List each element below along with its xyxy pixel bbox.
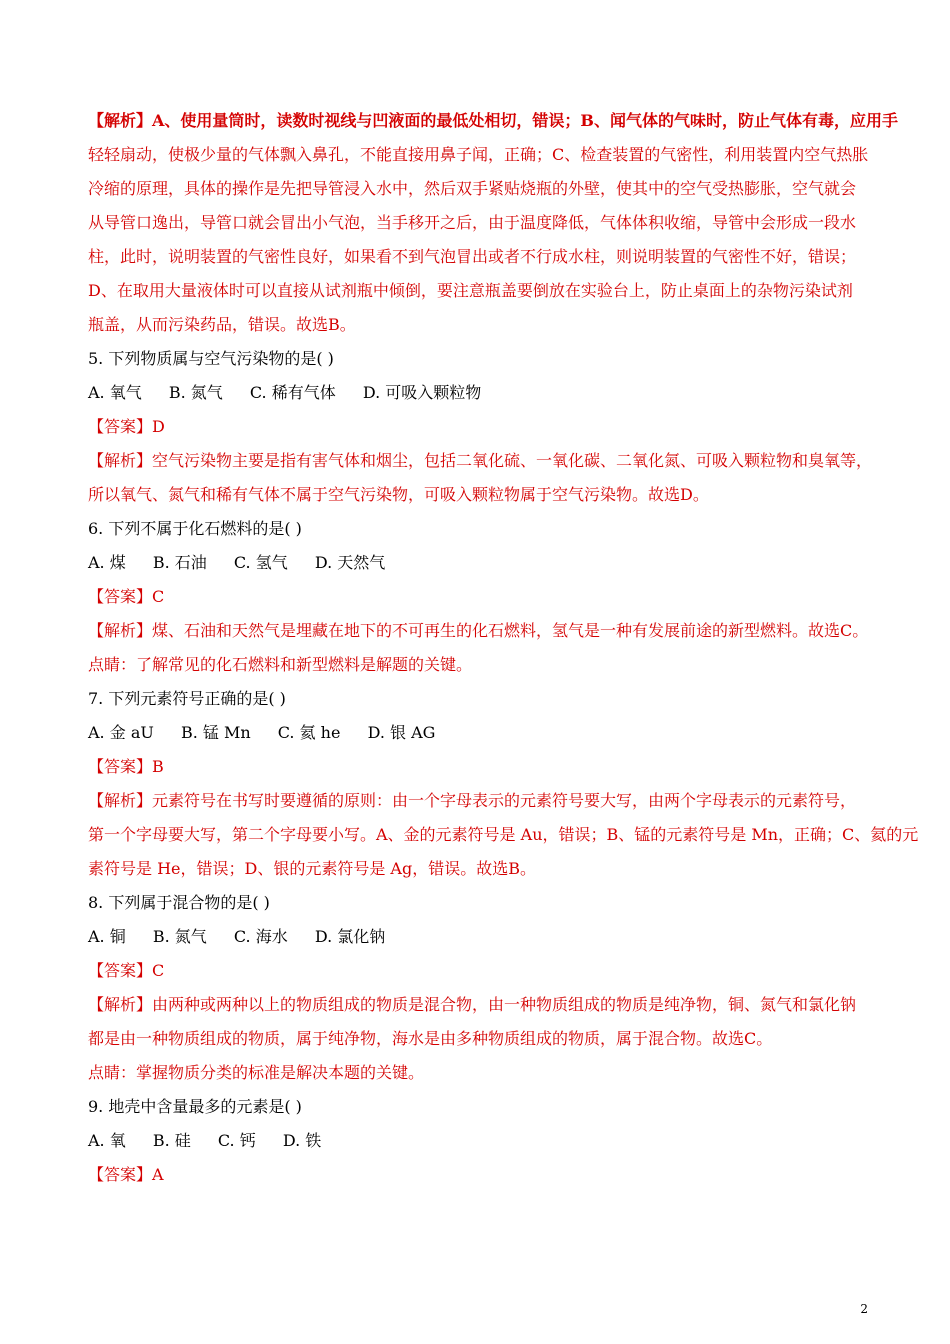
answer-line: 【答案】B bbox=[88, 757, 164, 776]
option: B. 氮气 bbox=[168, 383, 223, 402]
option: D. 可吸入颗粒物 bbox=[362, 383, 482, 402]
question-5 bbox=[88, 349, 873, 505]
analysis-line: 所以氧气、氮气和稀有气体不属于空气污染物，可吸入颗粒物属于空气污染物。故选D。 bbox=[88, 485, 709, 504]
option: C. 氢气 bbox=[233, 553, 288, 572]
option: C. 氦 he bbox=[277, 723, 341, 742]
option: C. 钙 bbox=[217, 1131, 256, 1150]
option: A. 铜 bbox=[88, 927, 126, 946]
analysis-line: 【解析】煤、石油和天然气是埋藏在地下的不可再生的化石燃料，氢气是一种有发展前途的新型燃料。故选C。 bbox=[88, 621, 869, 640]
option: B. 硅 bbox=[152, 1131, 191, 1150]
analysis-line: 【解析】由两种或两种以上的物质组成的物质是混合物，由一种物质组成的物质是纯净物，铜、氮气和氯化钠 bbox=[88, 995, 857, 1014]
analysis-line: 【解析】A、使用量筒时，读数时视线与凹液面的最低处相切，错误；B、闻气体的气味时，防止气体有毒，应用手 bbox=[88, 111, 898, 130]
answer-line: 【答案】C bbox=[88, 587, 165, 606]
option: D. 银 AG bbox=[367, 723, 436, 742]
analysis-line: 都是由一种物质组成的物质，属于纯净物，海水是由多种物质组成的物质，属于混合物。故选C。 bbox=[88, 1029, 773, 1048]
question-8 bbox=[88, 893, 868, 1083]
option: D. 氯化钠 bbox=[314, 927, 386, 946]
analysis-line: 柱，此时，说明装置的气密性良好，如果看不到气泡冒出或者不行成水柱，则说明装置的气密性不好，错误； bbox=[88, 247, 857, 266]
analysis-line: 【解析】元素符号在书写时要遵循的原则：由一个字母表示的元素符号要大写，由两个字母表示的元素符号， bbox=[88, 791, 857, 810]
question-6 bbox=[88, 519, 868, 675]
option: A. 氧气 bbox=[88, 383, 142, 402]
option: A. 煤 bbox=[88, 553, 126, 572]
analysis-line: 瓶盖，从而污染药品，错误。故选B。 bbox=[88, 315, 356, 334]
options-row bbox=[88, 383, 868, 403]
option: C. 稀有气体 bbox=[249, 383, 336, 402]
q4-analysis bbox=[88, 111, 898, 335]
analysis-line: 从导管口逸出，导管口就会冒出小气泡，当手移开之后，由于温度降低，气体体积收缩，导管中会形成一段水 bbox=[88, 213, 857, 232]
question-text: 6. 下列不属于化石燃料的是( ) bbox=[88, 519, 302, 538]
analysis-line: D、在取用大量液体时可以直接从试剂瓶中倾倒，要注意瓶盖要倒放在实验台上，防止桌面上的杂物污染试剂 bbox=[88, 281, 853, 300]
options-row bbox=[88, 1131, 868, 1151]
option: D. 天然气 bbox=[314, 553, 386, 572]
analysis-line: 素符号是 He，错误；D、银的元素符号是 Ag，错误。故选B。 bbox=[88, 859, 536, 878]
answer-line: 【答案】A bbox=[88, 1165, 164, 1184]
option: B. 石油 bbox=[152, 553, 207, 572]
option: A. 氧 bbox=[88, 1131, 126, 1150]
page-number: 2 bbox=[860, 1302, 868, 1316]
option: B. 氮气 bbox=[152, 927, 207, 946]
options-row bbox=[88, 553, 868, 573]
question-text: 7. 下列元素符号正确的是( ) bbox=[88, 689, 286, 708]
document-page bbox=[88, 111, 919, 1199]
option: B. 锰 Mn bbox=[180, 723, 251, 742]
answer-line: 【答案】D bbox=[88, 417, 165, 436]
option: C. 海水 bbox=[233, 927, 288, 946]
analysis-line: 轻轻扇动，使极少量的气体飘入鼻孔，不能直接用鼻子闻，正确；C、检查装置的气密性，利用装置内空气热胀 bbox=[88, 145, 869, 164]
options-row bbox=[88, 723, 868, 743]
option: A. 金 aU bbox=[88, 723, 154, 742]
note-line: 点睛：了解常见的化石燃料和新型燃料是解题的关键。 bbox=[88, 655, 473, 674]
note-line: 点睛：掌握物质分类的标准是解决本题的关键。 bbox=[88, 1063, 425, 1082]
options-row bbox=[88, 927, 868, 947]
question-9 bbox=[88, 1097, 868, 1185]
analysis-line: 第一个字母要大写，第二个字母要小写。A、金的元素符号是 Au，错误；B、锰的元素符号是 Mn，正确；C、氦的元 bbox=[88, 825, 919, 844]
question-text: 5. 下列物质属与空气污染物的是( ) bbox=[88, 349, 334, 368]
question-text: 8. 下列属于混合物的是( ) bbox=[88, 893, 270, 912]
analysis-line: 冷缩的原理，具体的操作是先把导管浸入水中，然后双手紧贴烧瓶的外壁，使其中的空气受热膨胀，空气就会 bbox=[88, 179, 857, 198]
question-7 bbox=[88, 689, 919, 879]
answer-line: 【答案】C bbox=[88, 961, 165, 980]
question-text: 9. 地壳中含量最多的元素是( ) bbox=[88, 1097, 302, 1116]
analysis-line: 【解析】空气污染物主要是指有害气体和烟尘，包括二氧化硫、一氧化碳、二氧化氮、可吸入颗粒物和臭氧等， bbox=[88, 451, 873, 470]
option: D. 铁 bbox=[282, 1131, 322, 1150]
